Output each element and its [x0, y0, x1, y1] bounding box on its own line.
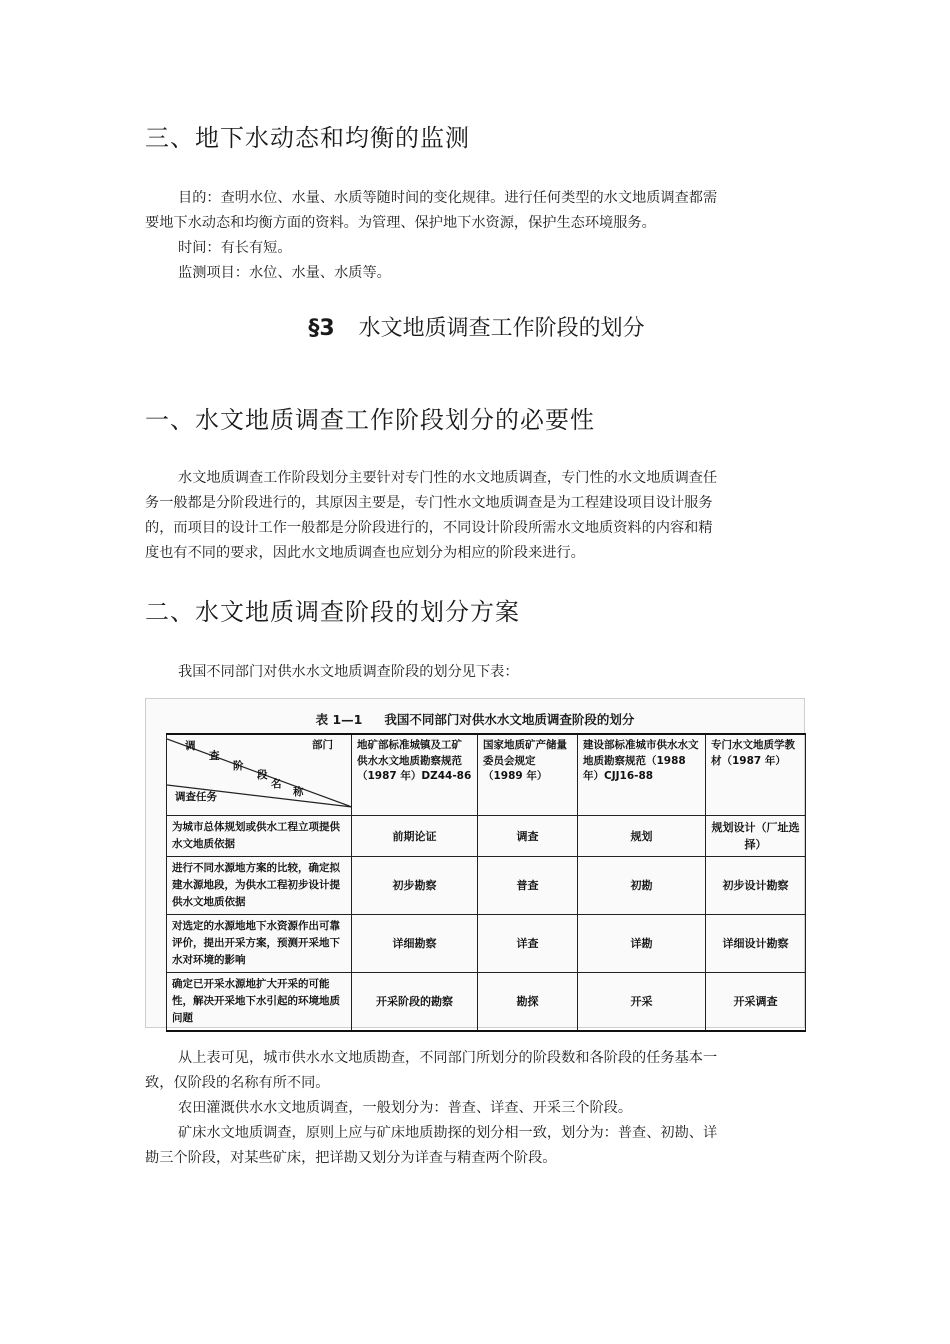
mine-line-1: 矿床水文地质调查，原则上应与矿床地质勘探的划分相一致，划分为：普查、初勘、详 — [178, 1125, 718, 1141]
purpose-line-1: 目的：查明水位、水量、水质等随时间的变化规律。进行任何类型的水文地质调查都需 — [178, 190, 718, 206]
corner-task-label: 调查任务 — [175, 791, 217, 803]
table-row — [167, 857, 806, 915]
header-dept-4: 专门水文地质学教材（1987 年） — [706, 734, 806, 816]
header-dept-1: 地矿部标准城镇及工矿供水水文地质勘察规范（1987 年）DZ44-86 — [352, 734, 478, 816]
row-cell: 初步设计勘察 — [706, 857, 806, 915]
row-cell: 详细勘察 — [352, 915, 478, 973]
table-number: 表 1—1 — [315, 712, 363, 727]
header-dept-2: 国家地质矿产储量委员会规定（1989 年） — [478, 734, 578, 816]
row-cell: 前期论证 — [352, 816, 478, 857]
table-caption — [146, 710, 804, 728]
row-task: 为城市总体规划或供水工程立项提供水文地质依据 — [167, 816, 352, 857]
row-cell: 详细设计勘察 — [706, 915, 806, 973]
scheme-intro-line: 我国不同部门对供水水文地质调查阶段的划分见下表： — [178, 664, 519, 680]
table-figure — [145, 698, 805, 1028]
table-row — [167, 973, 806, 1032]
corner-stage-char-3: 阶 — [233, 760, 244, 772]
header-dept-3: 建设部标准城市供水水文地质勘察规范（1988 年）CJJ16-88 — [578, 734, 706, 816]
necessity-line-1: 水文地质调查工作阶段划分主要针对专门性的水文地质调查，专门性的水文地质调查任 — [178, 470, 718, 486]
table-row — [167, 915, 806, 973]
purpose-line-2: 要地下水动态和均衡方面的资料。为管理、保护地下水资源，保护生态环境服务。 — [145, 215, 656, 231]
section-name: 水文地质调查工作阶段的划分 — [358, 316, 645, 341]
corner-stage-char-6: 称 — [293, 786, 304, 798]
table-title: 我国不同部门对供水水文地质调查阶段的划分 — [384, 712, 635, 727]
row-cell: 开采阶段的勘察 — [352, 973, 478, 1032]
conclusion-line-2: 致，仅阶段的名称有所不同。 — [145, 1075, 330, 1091]
row-cell: 规划设计（厂址选择） — [706, 816, 806, 857]
paragraph-scheme-intro — [145, 660, 808, 685]
conclusion-line-1: 从上表可见，城市供水水文地质勘查，不同部门所划分的阶段数和各阶段的任务基本一 — [178, 1050, 718, 1066]
row-cell: 规划 — [578, 816, 706, 857]
section-number: §3 — [308, 316, 335, 341]
table-row — [167, 816, 806, 857]
row-cell: 详勘 — [578, 915, 706, 973]
necessity-line-4: 度也有不同的要求，因此水文地质调查也应划分为相应的阶段来进行。 — [145, 545, 585, 561]
row-cell: 详查 — [478, 915, 578, 973]
table-header-row — [167, 734, 806, 816]
row-cell: 初步勘察 — [352, 857, 478, 915]
row-cell: 勘探 — [478, 973, 578, 1032]
row-cell: 开采 — [578, 973, 706, 1032]
table-corner-cell — [167, 734, 352, 816]
items-line: 监测项目：水位、水量、水质等。 — [178, 265, 391, 281]
row-cell: 开采调查 — [706, 973, 806, 1032]
heading-necessity: 一、水文地质调查工作阶段划分的必要性 — [145, 406, 595, 434]
paragraph-necessity — [145, 466, 808, 566]
paragraph-after-table — [145, 1046, 808, 1171]
row-cell: 初勘 — [578, 857, 706, 915]
corner-stage-char-1: 调 — [185, 740, 196, 752]
row-task: 对选定的水源地地下水资源作出可靠评价，提出开采方案，预测开采地下水对环境的影响 — [167, 915, 352, 973]
corner-stage-char-5: 名 — [271, 778, 282, 790]
stage-division-table — [166, 733, 806, 1032]
irrigation-line: 农田灌溉供水水文地质调查，一般划分为：普查、详查、开采三个阶段。 — [178, 1100, 633, 1116]
paragraph-monitoring — [145, 186, 808, 286]
heading-scheme: 二、水文地质调查阶段的划分方案 — [145, 598, 520, 626]
time-line: 时间：有长有短。 — [178, 240, 292, 256]
corner-stage-char-2: 查 — [209, 750, 220, 762]
necessity-line-2: 务一般都是分阶段进行的，其原因主要是，专门性水文地质调查是为工程建设项目设计服务 — [145, 495, 713, 511]
corner-stage-char-4: 段 — [257, 769, 268, 781]
row-cell: 普查 — [478, 857, 578, 915]
row-task: 确定已开采水源地扩大开采的可能性，解决开采地下水引起的环境地质问题 — [167, 973, 352, 1032]
heading-monitoring: 三、地下水动态和均衡的监测 — [145, 124, 470, 152]
mine-line-2: 勘三个阶段，对某些矿床，把详勘又划分为详查与精查两个阶段。 — [145, 1150, 557, 1166]
necessity-line-3: 的，而项目的设计工作一般都是分阶段进行的，不同设计阶段所需水文地质资料的内容和精 — [145, 520, 713, 536]
row-task: 进行不同水源地方案的比较，确定拟建水源地段，为供水工程初步设计提供水文地质依据 — [167, 857, 352, 915]
corner-dept-label: 部门 — [312, 739, 333, 751]
row-cell: 调查 — [478, 816, 578, 857]
section-title — [145, 311, 808, 342]
